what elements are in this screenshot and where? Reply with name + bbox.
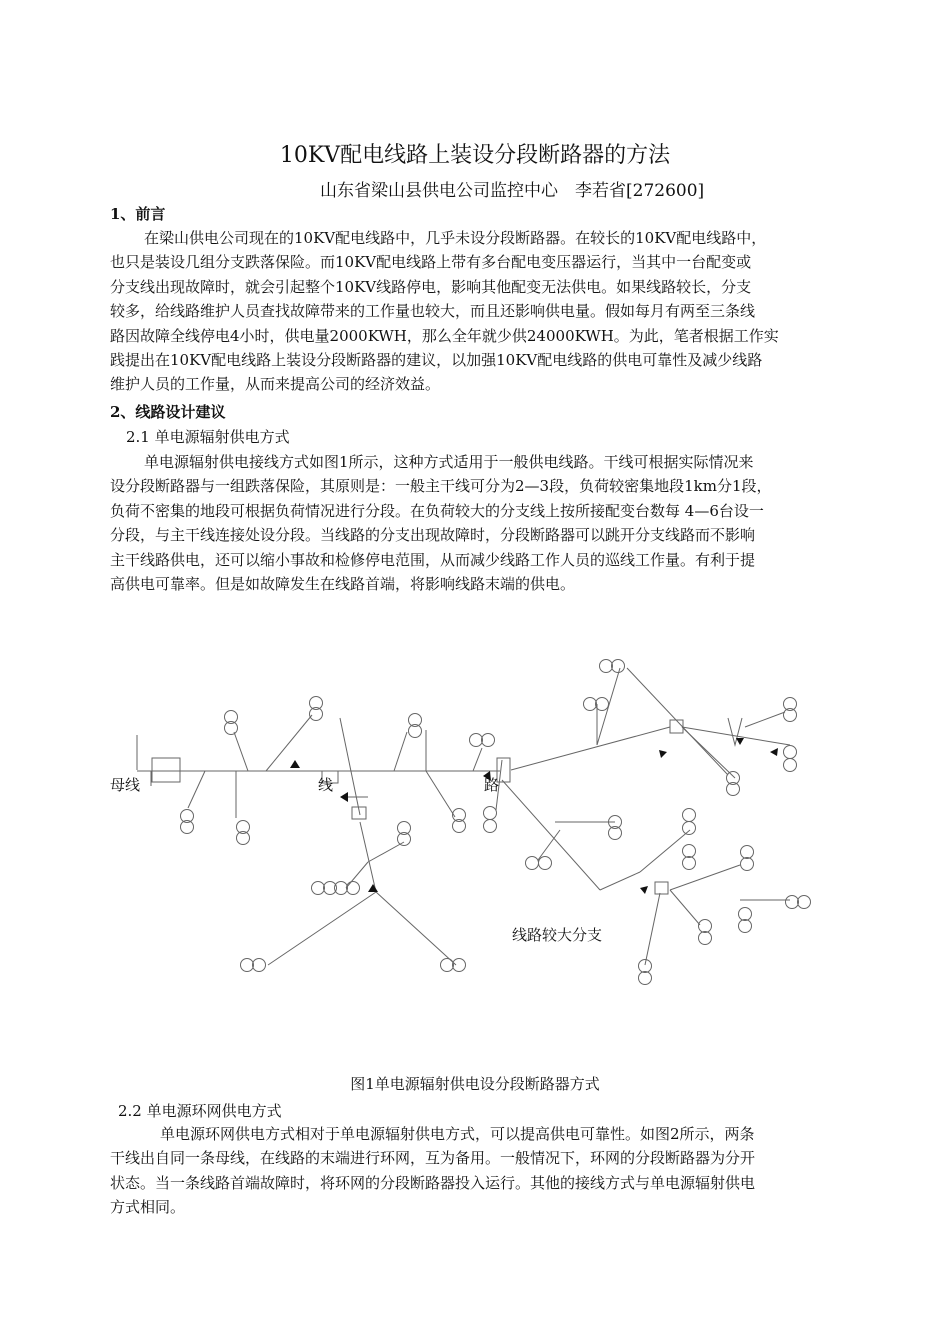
transformer-icon <box>727 772 740 796</box>
label-large-branch: 线路较大分支 <box>512 926 603 944</box>
transformer-icon <box>699 920 712 945</box>
text-line: 也只是装设几组分支跌落保险。而10KV配电线路上带有多台配电变压器运行，当其中一台配变或 <box>110 253 752 272</box>
transformer-icon <box>786 896 811 909</box>
section-2-2-heading: 2.2 单电源环网供电方式 <box>118 1102 282 1120</box>
transformer-icon <box>484 807 497 833</box>
branch-breaker-3 <box>655 882 668 894</box>
section-2-heading: 2、线路设计建议 <box>110 403 226 421</box>
transformer-icon <box>237 821 250 845</box>
section-1-heading: 1、前言 <box>110 205 166 223</box>
transformer-icon <box>312 882 337 895</box>
text-line: 设分段断路器与一组跌落保险，其原则是：一般主干线可分为2—3段，负荷较密集地段1km分1段， <box>110 477 772 496</box>
arrow-icon <box>659 750 667 758</box>
text-line: 路因故障全线停电4小时，供电量2000KWH，那么全年就少供24000KWH。为此，笔者根据工作实 <box>110 326 779 345</box>
figure-1-caption: 图1单电源辐射供电设分段断路器方式 <box>350 1075 600 1093</box>
transformer-icon <box>609 816 622 840</box>
text-line: 状态。当一条线路首端故障时，将环网的分段断路器投入运行。其他的接线方式与单电源辐射供电 <box>110 1173 756 1192</box>
text-line: 维护人员的工作量，从而来提高公司的经济效益。 <box>110 375 441 394</box>
transformer-icon <box>741 846 754 871</box>
text-line: 践提出在10KV配电线路上装设分段断路器的建议，以加强10KV配电线路的供电可靠性及减少线路 <box>110 351 763 370</box>
text-line: 单电源环网供电方式相对于单电源辐射供电方式，可以提高供电可靠性。如图2所示，两条 <box>160 1125 755 1143</box>
transformer-icon <box>441 959 466 972</box>
transformer-icon <box>600 660 625 673</box>
text-line: 干线出自同一条母线，在线路的末端进行环网，互为备用。一般情况下，环网的分段断路器为分开 <box>110 1149 756 1168</box>
text-line: 在梁山供电公司现在的10KV配电线路中，几乎未设分段断路器。在较长的10KV配电线路中， <box>144 229 767 247</box>
transformer-icon <box>526 857 552 870</box>
label-line-1: 线 <box>318 776 334 794</box>
transformer-icon <box>398 822 411 846</box>
transformer-icon <box>784 746 797 772</box>
transformer-icon <box>310 697 323 721</box>
arrow-icon <box>290 760 300 768</box>
busbar-switch <box>152 758 180 782</box>
label-busbar: 母线 <box>110 776 141 794</box>
transformer-icon <box>784 698 797 722</box>
text-line: 负荷不密集的地段可根据负荷情况进行分段。在负荷较大的分支线上按所接配变台数每 4—6台设一 <box>110 501 764 520</box>
text-line: 主干线路供电，还可以缩小事故和检修停电范围，从而减少线路工作人员的巡线工作量。有利于提 <box>110 550 756 569</box>
arrow-icon <box>736 738 744 745</box>
section-2-2-paragraph <box>110 1122 755 1220</box>
transformer-icon <box>470 734 495 747</box>
text-line: 分支线出现故障时，就会引起整个10KV线路停电，影响其他配变无法供电。如果线路较长，分支 <box>110 277 752 296</box>
document-title: 10KV配电线路上装设分段断路器的方法 <box>279 143 671 168</box>
transformer-icon <box>225 711 238 735</box>
text-line: 方式相同。 <box>110 1198 186 1217</box>
arrow-icon <box>640 886 648 894</box>
text-line: 单电源辐射供电接线方式如图1所示，这种方式适用于一般供电线路。干线可根据实际情况来 <box>144 453 754 471</box>
transformer-icon <box>584 698 609 711</box>
section-2-1-heading: 2.1 单电源辐射供电方式 <box>126 428 290 446</box>
transformer-icon <box>683 845 696 870</box>
transformer-icon <box>453 809 466 833</box>
transformer-icon <box>181 810 194 834</box>
branch-breaker-2 <box>670 720 683 733</box>
arrow-icon <box>770 748 778 756</box>
transformer-icon <box>739 908 752 933</box>
transformer-icon <box>409 714 422 738</box>
label-line-2: 路 <box>484 776 500 794</box>
text-line: 较多，给线路维护人员查找故障带来的工作量也较大，而且还影响供电量。假如每月有两至三条线 <box>110 302 756 321</box>
transformer-icon <box>241 959 266 972</box>
author-line: 山东省梁山县供电公司监控中心 李若省[272600] <box>320 181 705 201</box>
arrow-icon <box>340 792 348 802</box>
text-line: 分段，与主干线连接处设分段。当线路的分支出现故障时，分段断路器可以跳开分支线路而不影响 <box>110 526 756 545</box>
transformer-icon <box>335 882 360 895</box>
arrow-icon <box>368 884 378 892</box>
text-line: 高供电可靠率。但是如故障发生在线路首端，将影响线路末端的供电。 <box>110 575 576 594</box>
